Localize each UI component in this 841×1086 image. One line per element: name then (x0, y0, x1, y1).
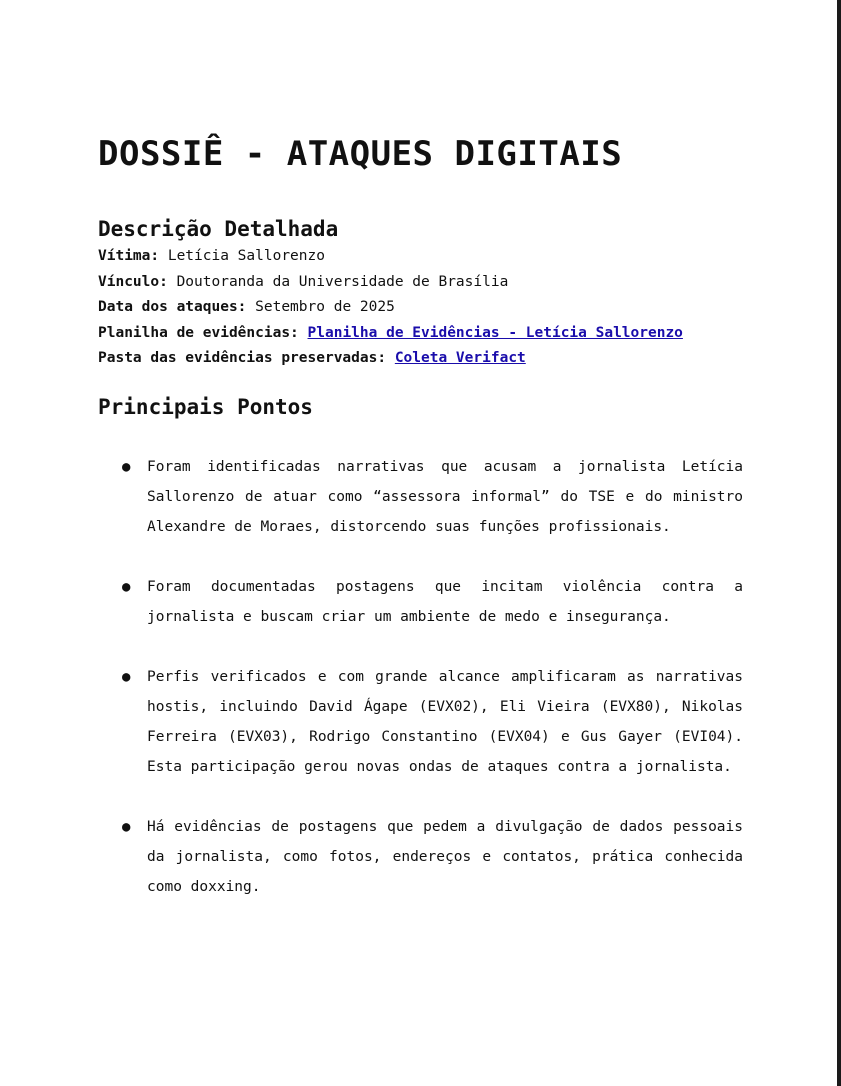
victim-label: Vítima: (98, 248, 160, 264)
list-item-text: Foram documentadas postagens que incitam violência contra a jornalista e buscam criar um ambiente de medo e insegurança. (147, 578, 743, 625)
link-value: Doutoranda da Universidade de Brasília (176, 273, 509, 290)
date-line (98, 295, 743, 321)
bullet-icon: ● (122, 458, 131, 475)
evidence-sheet-line (98, 321, 743, 347)
bullet-icon: ● (122, 668, 131, 685)
page-edge (837, 0, 841, 1086)
bullet-icon: ● (122, 818, 131, 835)
list-item (98, 572, 743, 632)
document-body (98, 130, 743, 932)
evidence-folder-label: Pasta das evidências preservadas: (98, 350, 387, 366)
evidence-sheet-link[interactable]: Planilha de Evidências - Letícia Sallorenzo (307, 324, 683, 341)
points-heading: Principais Pontos (98, 394, 313, 419)
link-line (98, 270, 743, 296)
evidence-sheet-label: Planilha de evidências: (98, 324, 299, 341)
list-item (98, 452, 743, 542)
date-label: Data dos ataques: (98, 299, 247, 315)
victim-value: Letícia Sallorenzo (167, 248, 325, 264)
link-label: Vínculo: (98, 273, 168, 290)
list-item-text: Há evidências de postagens que pedem a divulgação de dados pessoais da jornalista, como fotos, endereços e contatos, prática conhecida como doxxing. (147, 818, 743, 895)
description-heading: Descrição Detalhada (98, 217, 339, 241)
list-item-text: Foram identificadas narrativas que acusam a jornalista Letícia Sallorenzo de atuar como “assessora informal” do TSE e do ministro Alexandre de Moraes, distorcendo suas funções profissionais. (147, 458, 743, 535)
evidence-folder-line (98, 346, 743, 372)
points-list (98, 452, 743, 902)
document-title: DOSSIÊ - ATAQUES DIGITAIS (98, 134, 623, 174)
date-value: Setembro de 2025 (255, 299, 395, 315)
list-item (98, 662, 743, 782)
victim-line (98, 244, 743, 270)
list-item (98, 812, 743, 902)
list-item-text: Perfis verificados e com grande alcance amplificaram as narrativas hostis, incluindo David Ágape (EVX02), Eli Vieira (EVX80), Nikolas Ferreira (EVX03), Rodrigo Constantino (EVX04) e Gus Gayer (EVI04). Esta participação gerou novas ondas de ataques contra a jornalista. (147, 668, 743, 775)
evidence-folder-link[interactable]: Coleta Verifact (394, 350, 526, 366)
bullet-icon: ● (122, 578, 131, 595)
